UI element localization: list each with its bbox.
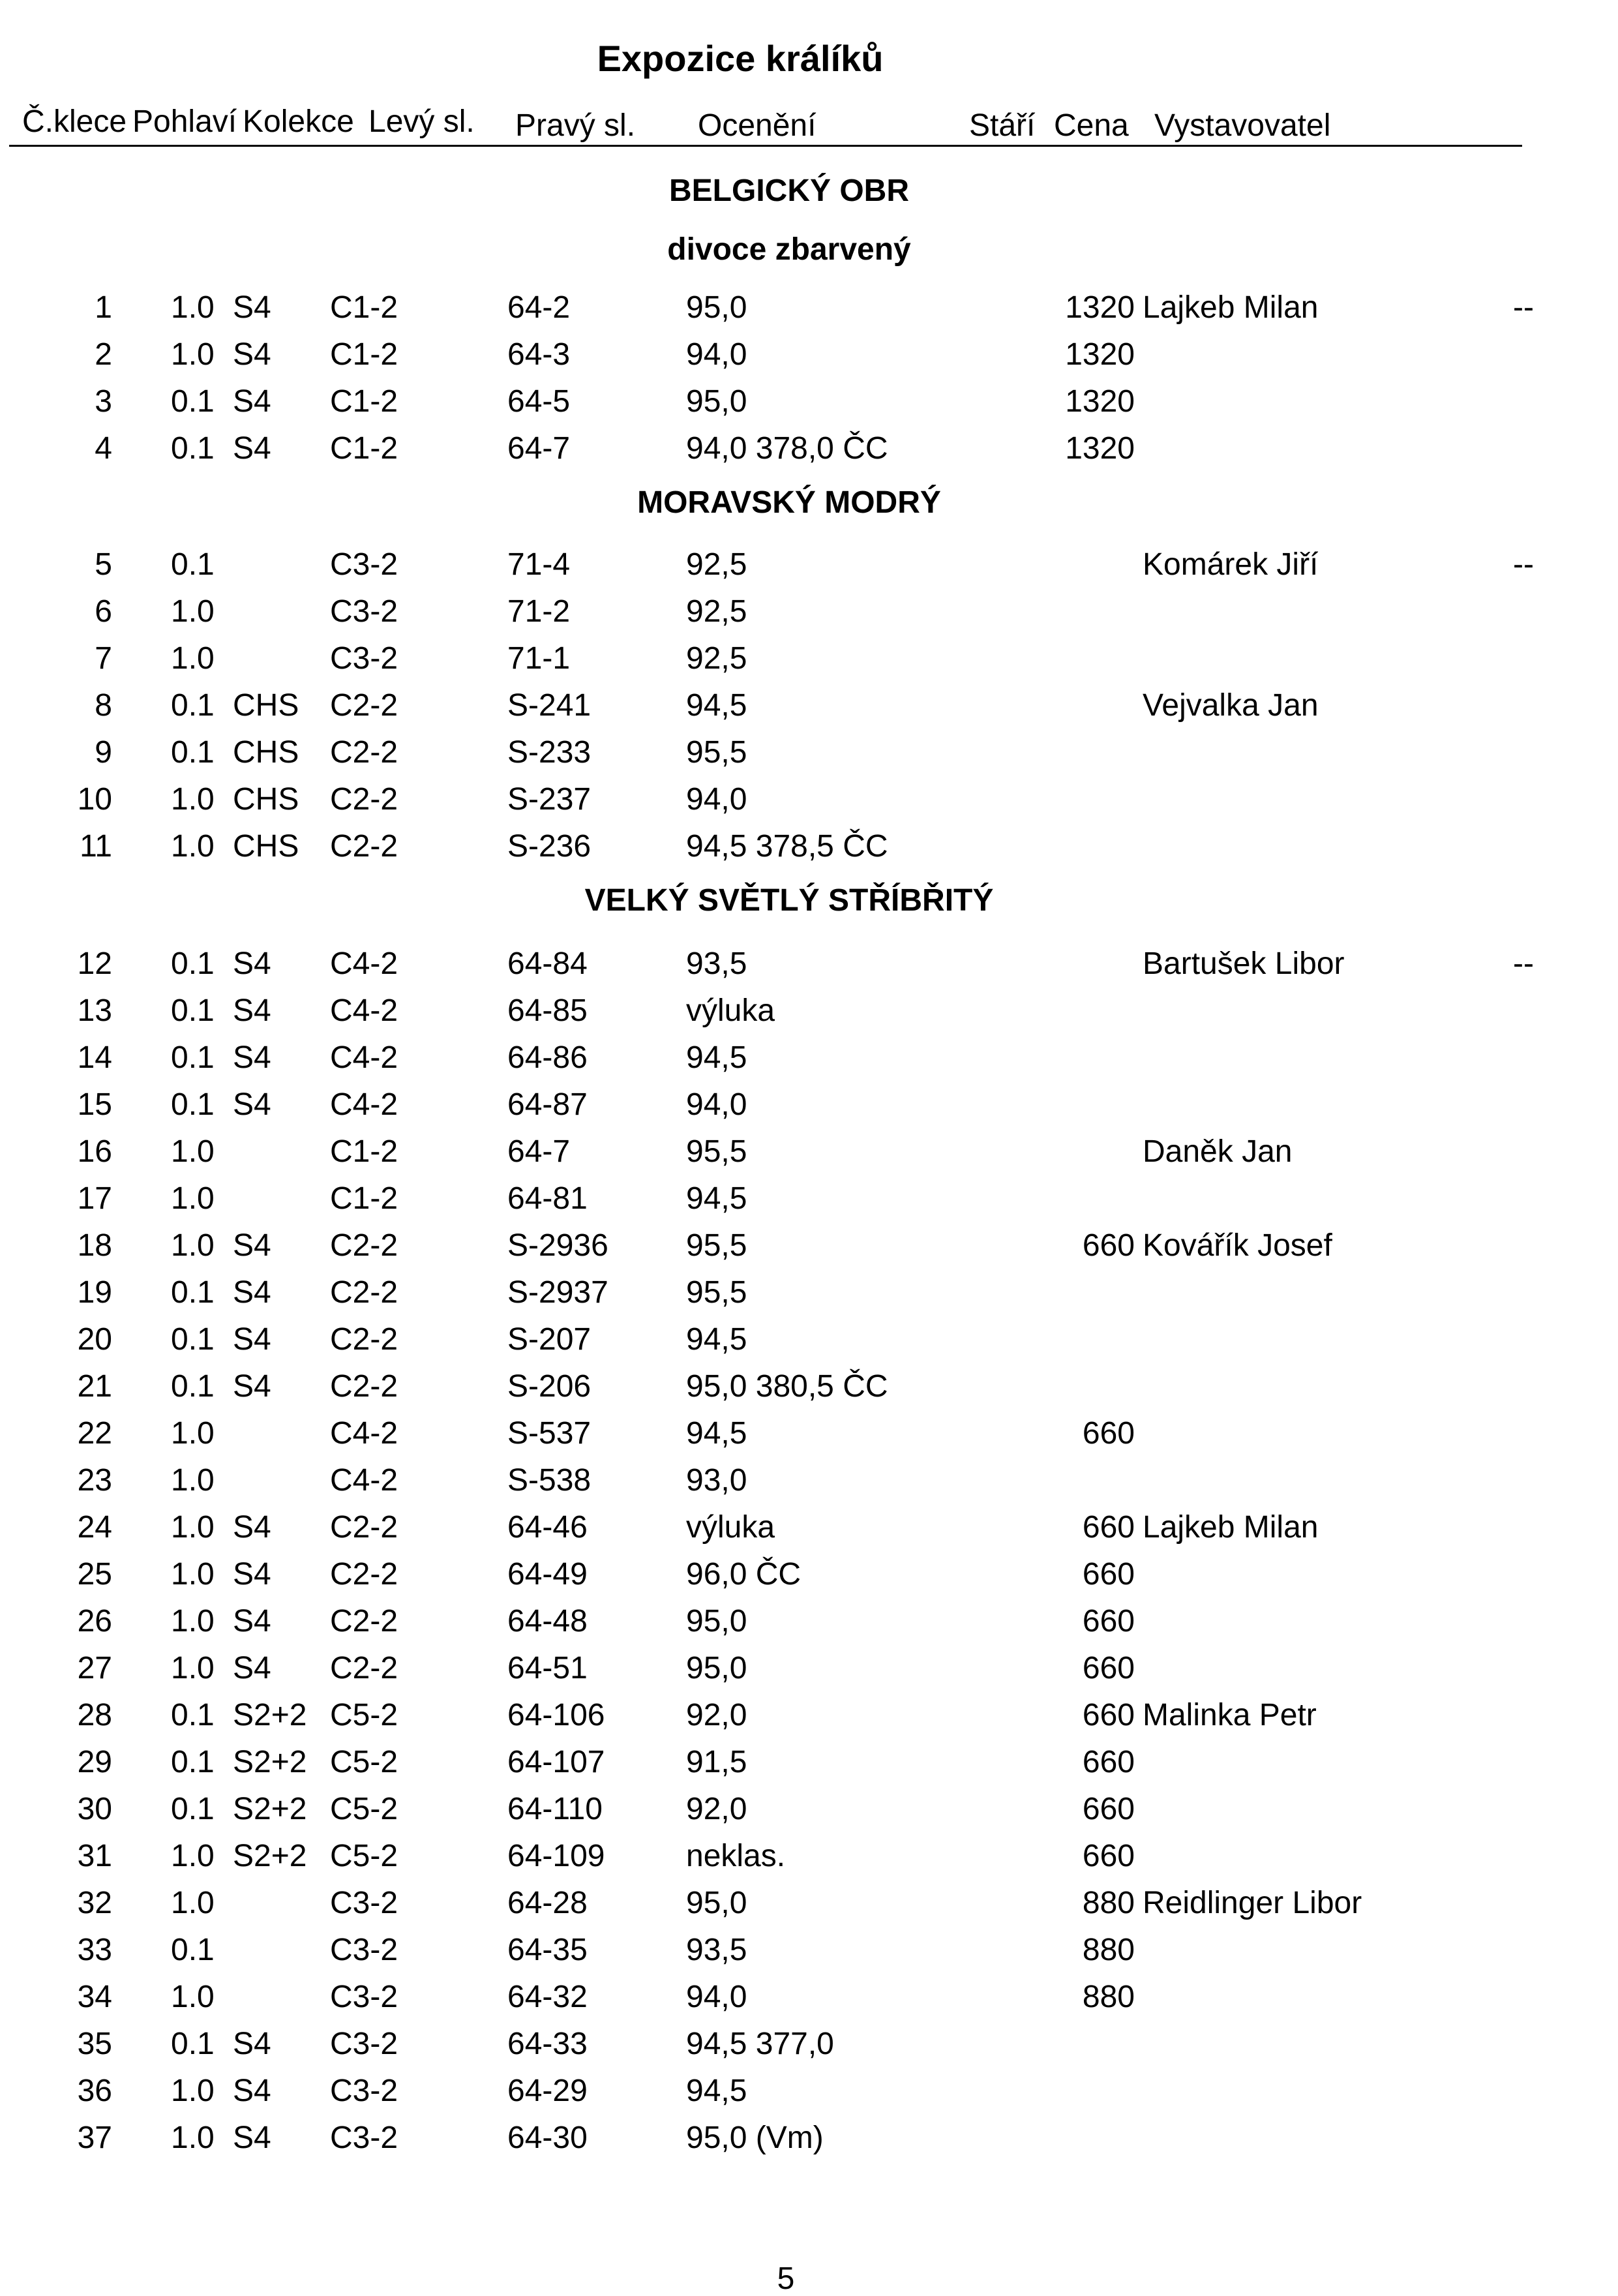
- cell-sex: 1.0: [171, 1181, 215, 1216]
- cell-price: 1320: [1065, 431, 1135, 466]
- cell-sex: 0.1: [171, 2027, 215, 2061]
- cell-cage-number: 35: [77, 2027, 112, 2061]
- cell-left-ear-tattoo: C3-2: [330, 1886, 398, 1920]
- cell-collection: S2+2: [233, 1745, 307, 1779]
- cell-collection: CHS: [233, 782, 299, 817]
- cell-left-ear-tattoo: C2-2: [330, 1369, 398, 1404]
- cell-sex: 1.0: [171, 1510, 215, 1545]
- cell-left-ear-tattoo: C3-2: [330, 1933, 398, 1967]
- cell-exhibitor: Lajkeb Milan: [1143, 1510, 1319, 1545]
- cell-sex: 1.0: [171, 2074, 215, 2108]
- header-sex: Pohlaví: [132, 104, 237, 139]
- cell-rating: 95,0 (Vm): [686, 2121, 824, 2155]
- cell-collection: S4: [233, 337, 271, 372]
- page-title: Expozice králíků: [597, 38, 884, 79]
- cell-cage-number: 1: [95, 290, 112, 325]
- cell-cage-number: 34: [77, 1980, 112, 2014]
- cell-left-ear-tattoo: C4-2: [330, 993, 398, 1028]
- table-row: [0, 1128, 1618, 1175]
- cell-right-ear-tattoo: 64-107: [507, 1745, 605, 1779]
- cell-cage-number: 22: [77, 1416, 112, 1451]
- cell-right-ear-tattoo: 64-29: [507, 2074, 588, 2108]
- cell-right-ear-tattoo: 64-3: [507, 337, 571, 372]
- cell-right-ear-tattoo: S-233: [507, 735, 592, 770]
- table-row: [0, 1974, 1618, 2021]
- cell-rating: 95,5: [686, 735, 747, 770]
- cell-left-ear-tattoo: C2-2: [330, 829, 398, 864]
- cell-left-ear-tattoo: C2-2: [330, 782, 398, 817]
- cell-sex: 0.1: [171, 1698, 215, 1732]
- cell-right-ear-tattoo: 64-87: [507, 1087, 588, 1122]
- cell-sex: 1.0: [171, 1886, 215, 1920]
- cell-left-ear-tattoo: C1-2: [330, 431, 398, 466]
- cell-sex: 0.1: [171, 547, 215, 582]
- cell-exhibitor: Kovářík Josef: [1143, 1228, 1332, 1263]
- cell-sex: 1.0: [171, 1651, 215, 1685]
- cell-left-ear-tattoo: C1-2: [330, 290, 398, 325]
- cell-collection: S4: [233, 1604, 271, 1639]
- cell-collection: S4: [233, 1322, 271, 1357]
- cell-right-ear-tattoo: 71-2: [507, 594, 571, 629]
- cell-rating: 95,0: [686, 384, 747, 419]
- cell-rating: 94,0 378,0 ČC: [686, 431, 888, 466]
- cell-right-ear-tattoo: 64-84: [507, 946, 588, 981]
- cell-price: 660: [1082, 1604, 1135, 1639]
- table-row: [0, 2021, 1618, 2068]
- cell-rating: 95,5: [686, 1134, 747, 1169]
- cell-rating: 93,0: [686, 1463, 747, 1498]
- cell-rating: 95,0: [686, 1651, 747, 1685]
- cell-rating: 94,5 377,0: [686, 2027, 834, 2061]
- cell-right-ear-tattoo: 71-4: [507, 547, 571, 582]
- section-title: MORAVSKÝ MODRÝ: [637, 485, 941, 520]
- section-subtitle: divoce zbarvený: [667, 232, 911, 267]
- cell-right-ear-tattoo: 64-35: [507, 1933, 588, 1967]
- cell-left-ear-tattoo: C1-2: [330, 337, 398, 372]
- cell-left-ear-tattoo: C2-2: [330, 1510, 398, 1545]
- cell-cage-number: 11: [80, 829, 112, 864]
- cell-cage-number: 21: [77, 1369, 112, 1404]
- cell-right-ear-tattoo: 64-81: [507, 1181, 588, 1216]
- cell-price: 660: [1082, 1510, 1135, 1545]
- table-row: [0, 635, 1618, 682]
- cell-rating: 94,5: [686, 1416, 747, 1451]
- cell-cage-number: 27: [77, 1651, 112, 1685]
- cell-collection: S4: [233, 1651, 271, 1685]
- cell-right-ear-tattoo: 64-106: [507, 1698, 605, 1732]
- cell-right-ear-tattoo: 64-2: [507, 290, 571, 325]
- cell-rating: 95,5: [686, 1275, 747, 1310]
- cell-left-ear-tattoo: C2-2: [330, 735, 398, 770]
- cell-right-ear-tattoo: 64-7: [507, 431, 571, 466]
- cell-dash-mark: --: [1513, 290, 1534, 325]
- cell-price: 880: [1082, 1886, 1135, 1920]
- cell-collection: S4: [233, 2121, 271, 2155]
- header-age: Stáří: [969, 108, 1036, 143]
- cell-sex: 1.0: [171, 1463, 215, 1498]
- header-left-ear: Levý sl.: [368, 104, 475, 139]
- cell-rating: 92,0: [686, 1698, 747, 1732]
- cell-price: 660: [1082, 1557, 1135, 1592]
- cell-collection: S4: [233, 1369, 271, 1404]
- cell-price: 880: [1082, 1933, 1135, 1967]
- cell-left-ear-tattoo: C4-2: [330, 1463, 398, 1498]
- cell-collection: S4: [233, 290, 271, 325]
- table-row: [0, 1316, 1618, 1363]
- cell-cage-number: 7: [95, 641, 112, 676]
- cell-left-ear-tattoo: C3-2: [330, 547, 398, 582]
- cell-collection: S4: [233, 2074, 271, 2108]
- table-row: [0, 2115, 1618, 2162]
- cell-sex: 0.1: [171, 1322, 215, 1357]
- cell-cage-number: 10: [77, 782, 112, 817]
- cell-rating: 94,0: [686, 337, 747, 372]
- table-row: [0, 284, 1618, 331]
- cell-sex: 1.0: [171, 594, 215, 629]
- cell-left-ear-tattoo: C3-2: [330, 2074, 398, 2108]
- cell-left-ear-tattoo: C2-2: [330, 1275, 398, 1310]
- cell-right-ear-tattoo: S-237: [507, 782, 592, 817]
- cell-rating: 95,0: [686, 1604, 747, 1639]
- cell-collection: S4: [233, 993, 271, 1028]
- cell-right-ear-tattoo: 64-85: [507, 993, 588, 1028]
- cell-sex: 1.0: [171, 1416, 215, 1451]
- cell-rating: neklas.: [686, 1839, 786, 1873]
- cell-rating: 94,5: [686, 1322, 747, 1357]
- cell-rating: 95,0: [686, 290, 747, 325]
- cell-sex: 1.0: [171, 782, 215, 817]
- cell-cage-number: 12: [77, 946, 112, 981]
- table-row: [0, 1175, 1618, 1222]
- cell-left-ear-tattoo: C5-2: [330, 1745, 398, 1779]
- cell-right-ear-tattoo: 64-32: [507, 1980, 588, 2014]
- table-row: [0, 378, 1618, 425]
- table-row: [0, 1927, 1618, 1974]
- table-row: [0, 988, 1618, 1035]
- cell-sex: 0.1: [171, 384, 215, 419]
- table-row: [0, 1222, 1618, 1269]
- cell-price: 660: [1082, 1745, 1135, 1779]
- cell-rating: výluka: [686, 993, 775, 1028]
- cell-collection: S4: [233, 1040, 271, 1075]
- cell-exhibitor: Bartušek Libor: [1143, 946, 1345, 981]
- cell-collection: S4: [233, 1275, 271, 1310]
- cell-right-ear-tattoo: S-537: [507, 1416, 592, 1451]
- header-exhibitor: Vystavovatel: [1154, 108, 1331, 143]
- cell-sex: 1.0: [171, 2121, 215, 2155]
- cell-right-ear-tattoo: S-538: [507, 1463, 592, 1498]
- cell-left-ear-tattoo: C5-2: [330, 1792, 398, 1826]
- cell-sex: 0.1: [171, 431, 215, 466]
- table-row: [0, 1880, 1618, 1927]
- cell-cage-number: 14: [77, 1040, 112, 1075]
- table-row: [0, 1035, 1618, 1081]
- header-cage-number: Č.klece: [22, 104, 127, 139]
- cell-sex: 0.1: [171, 1040, 215, 1075]
- cell-right-ear-tattoo: 64-30: [507, 2121, 588, 2155]
- cell-cage-number: 23: [77, 1463, 112, 1498]
- cell-cage-number: 20: [77, 1322, 112, 1357]
- cell-rating: 94,5: [686, 688, 747, 723]
- header-collection: Kolekce: [243, 104, 354, 139]
- cell-cage-number: 15: [77, 1087, 112, 1122]
- cell-left-ear-tattoo: C4-2: [330, 1040, 398, 1075]
- table-row: [0, 1551, 1618, 1598]
- cell-price: 880: [1082, 1980, 1135, 2014]
- cell-price: 1320: [1065, 384, 1135, 419]
- cell-price: 660: [1082, 1228, 1135, 1263]
- cell-collection: CHS: [233, 829, 299, 864]
- cell-left-ear-tattoo: C5-2: [330, 1698, 398, 1732]
- cell-sex: 0.1: [171, 1933, 215, 1967]
- table-row: [0, 2068, 1618, 2115]
- cell-left-ear-tattoo: C3-2: [330, 594, 398, 629]
- cell-left-ear-tattoo: C4-2: [330, 946, 398, 981]
- cell-right-ear-tattoo: S-2936: [507, 1228, 608, 1263]
- cell-rating: 95,0 380,5 ČC: [686, 1369, 888, 1404]
- cell-rating: 94,0: [686, 1980, 747, 2014]
- table-row: [0, 1598, 1618, 1645]
- cell-rating: 94,0: [686, 1087, 747, 1122]
- cell-cage-number: 36: [77, 2074, 112, 2108]
- cell-cage-number: 19: [77, 1275, 112, 1310]
- cell-cage-number: 2: [95, 337, 112, 372]
- cell-cage-number: 9: [95, 735, 112, 770]
- cell-right-ear-tattoo: 64-48: [507, 1604, 588, 1639]
- cell-sex: 0.1: [171, 688, 215, 723]
- cell-rating: 94,5: [686, 1181, 747, 1216]
- cell-left-ear-tattoo: C2-2: [330, 688, 398, 723]
- cell-cage-number: 5: [95, 547, 112, 582]
- table-row: [0, 1269, 1618, 1316]
- table-row: [0, 823, 1618, 870]
- header-rule: [9, 145, 1522, 147]
- cell-right-ear-tattoo: 64-7: [507, 1134, 571, 1169]
- cell-price: 1320: [1065, 337, 1135, 372]
- cell-exhibitor: Malinka Petr: [1143, 1698, 1317, 1732]
- table-row: [0, 1833, 1618, 1880]
- cell-sex: 0.1: [171, 735, 215, 770]
- cell-collection: CHS: [233, 735, 299, 770]
- table-row: [0, 941, 1618, 988]
- header-rating: Ocenění: [698, 108, 816, 143]
- cell-sex: 0.1: [171, 1792, 215, 1826]
- cell-cage-number: 33: [77, 1933, 112, 1967]
- cell-rating: 92,0: [686, 1792, 747, 1826]
- cell-right-ear-tattoo: 64-51: [507, 1651, 588, 1685]
- cell-left-ear-tattoo: C1-2: [330, 1134, 398, 1169]
- cell-cage-number: 8: [95, 688, 112, 723]
- cell-right-ear-tattoo: 64-5: [507, 384, 571, 419]
- cell-rating: 92,5: [686, 547, 747, 582]
- table-row: [0, 588, 1618, 635]
- cell-cage-number: 16: [77, 1134, 112, 1169]
- table-row: [0, 1081, 1618, 1128]
- cell-sex: 0.1: [171, 1369, 215, 1404]
- cell-left-ear-tattoo: C2-2: [330, 1651, 398, 1685]
- cell-right-ear-tattoo: S-236: [507, 829, 592, 864]
- cell-cage-number: 24: [77, 1510, 112, 1545]
- cell-collection: CHS: [233, 688, 299, 723]
- cell-price: 1320: [1065, 290, 1135, 325]
- cell-price: 660: [1082, 1792, 1135, 1826]
- cell-right-ear-tattoo: 64-28: [507, 1886, 588, 1920]
- cell-cage-number: 32: [77, 1886, 112, 1920]
- header-price: Cena: [1054, 108, 1129, 143]
- cell-rating: 91,5: [686, 1745, 747, 1779]
- table-row: [0, 729, 1618, 776]
- cell-left-ear-tattoo: C4-2: [330, 1416, 398, 1451]
- cell-rating: 95,0: [686, 1886, 747, 1920]
- cell-sex: 0.1: [171, 1745, 215, 1779]
- cell-dash-mark: --: [1513, 547, 1534, 582]
- table-row: [0, 331, 1618, 378]
- table-row: [0, 1504, 1618, 1551]
- cell-cage-number: 6: [95, 594, 112, 629]
- cell-rating: 93,5: [686, 1933, 747, 1967]
- table-row: [0, 1457, 1618, 1504]
- cell-rating: 94,5: [686, 1040, 747, 1075]
- cell-sex: 1.0: [171, 1980, 215, 2014]
- cell-collection: S2+2: [233, 1698, 307, 1732]
- cell-collection: S4: [233, 431, 271, 466]
- cell-sex: 1.0: [171, 337, 215, 372]
- cell-rating: výluka: [686, 1510, 775, 1545]
- section-title: VELKÝ SVĚTLÝ STŘÍBŘITÝ: [584, 883, 994, 918]
- cell-cage-number: 26: [77, 1604, 112, 1639]
- cell-left-ear-tattoo: C4-2: [330, 1087, 398, 1122]
- cell-collection: S4: [233, 946, 271, 981]
- cell-cage-number: 37: [77, 2121, 112, 2155]
- cell-right-ear-tattoo: 64-110: [507, 1792, 603, 1826]
- cell-exhibitor: Lajkeb Milan: [1143, 290, 1319, 325]
- cell-right-ear-tattoo: 71-1: [507, 641, 571, 676]
- cell-price: 660: [1082, 1651, 1135, 1685]
- cell-right-ear-tattoo: 64-46: [507, 1510, 588, 1545]
- cell-sex: 1.0: [171, 290, 215, 325]
- cell-collection: S2+2: [233, 1792, 307, 1826]
- cell-left-ear-tattoo: C2-2: [330, 1322, 398, 1357]
- section-title: BELGICKÝ OBR: [668, 174, 909, 208]
- cell-right-ear-tattoo: 64-33: [507, 2027, 588, 2061]
- cell-collection: S4: [233, 1510, 271, 1545]
- cell-sex: 1.0: [171, 1839, 215, 1873]
- cell-cage-number: 18: [77, 1228, 112, 1263]
- cell-right-ear-tattoo: S-207: [507, 1322, 592, 1357]
- cell-dash-mark: --: [1513, 946, 1534, 981]
- table-row: [0, 1692, 1618, 1739]
- cell-cage-number: 30: [77, 1792, 112, 1826]
- cell-exhibitor: Vejvalka Jan: [1143, 688, 1319, 723]
- table-row: [0, 1645, 1618, 1692]
- cell-cage-number: 31: [77, 1839, 112, 1873]
- table-row: [0, 425, 1618, 472]
- cell-price: 660: [1082, 1839, 1135, 1873]
- cell-collection: S4: [233, 2027, 271, 2061]
- cell-rating: 92,5: [686, 594, 747, 629]
- cell-cage-number: 25: [77, 1557, 112, 1592]
- cell-cage-number: 17: [77, 1181, 112, 1216]
- cell-exhibitor: Reidlinger Libor: [1143, 1886, 1362, 1920]
- table-row: [0, 1363, 1618, 1410]
- cell-right-ear-tattoo: S-2937: [507, 1275, 608, 1310]
- cell-left-ear-tattoo: C2-2: [330, 1557, 398, 1592]
- cell-exhibitor: Daněk Jan: [1143, 1134, 1293, 1169]
- cell-price: 660: [1082, 1416, 1135, 1451]
- cell-rating: 94,5 378,5 ČC: [686, 829, 888, 864]
- cell-cage-number: 28: [77, 1698, 112, 1732]
- cell-right-ear-tattoo: S-241: [507, 688, 592, 723]
- cell-left-ear-tattoo: C5-2: [330, 1839, 398, 1873]
- cell-collection: S4: [233, 1087, 271, 1122]
- cell-collection: S4: [233, 1557, 271, 1592]
- cell-cage-number: 29: [77, 1745, 112, 1779]
- cell-cage-number: 3: [95, 384, 112, 419]
- cell-collection: S2+2: [233, 1839, 307, 1873]
- cell-right-ear-tattoo: 64-86: [507, 1040, 588, 1075]
- cell-sex: 0.1: [171, 993, 215, 1028]
- cell-rating: 96,0 ČC: [686, 1557, 802, 1592]
- cell-left-ear-tattoo: C3-2: [330, 2121, 398, 2155]
- cell-left-ear-tattoo: C3-2: [330, 1980, 398, 2014]
- table-row: [0, 1786, 1618, 1833]
- cell-rating: 95,5: [686, 1228, 747, 1263]
- cell-price: 660: [1082, 1698, 1135, 1732]
- cell-left-ear-tattoo: C2-2: [330, 1228, 398, 1263]
- cell-right-ear-tattoo: S-206: [507, 1369, 592, 1404]
- cell-left-ear-tattoo: C3-2: [330, 2027, 398, 2061]
- table-row: [0, 682, 1618, 729]
- cell-rating: 93,5: [686, 946, 747, 981]
- cell-cage-number: 13: [77, 993, 112, 1028]
- cell-right-ear-tattoo: 64-49: [507, 1557, 588, 1592]
- cell-sex: 0.1: [171, 1087, 215, 1122]
- cell-sex: 0.1: [171, 946, 215, 981]
- cell-rating: 94,0: [686, 782, 747, 817]
- cell-right-ear-tattoo: 64-109: [507, 1839, 605, 1873]
- cell-sex: 1.0: [171, 1557, 215, 1592]
- table-row: [0, 1410, 1618, 1457]
- cell-sex: 1.0: [171, 641, 215, 676]
- table-row: [0, 776, 1618, 823]
- cell-collection: S4: [233, 1228, 271, 1263]
- cell-left-ear-tattoo: C3-2: [330, 641, 398, 676]
- cell-sex: 1.0: [171, 1604, 215, 1639]
- cell-left-ear-tattoo: C1-2: [330, 384, 398, 419]
- header-right-ear: Pravý sl.: [515, 108, 636, 143]
- cell-sex: 1.0: [171, 1228, 215, 1263]
- page-number: 5: [777, 2261, 795, 2296]
- cell-rating: 94,5: [686, 2074, 747, 2108]
- cell-left-ear-tattoo: C1-2: [330, 1181, 398, 1216]
- table-row: [0, 541, 1618, 588]
- cell-left-ear-tattoo: C2-2: [330, 1604, 398, 1639]
- table-row: [0, 1739, 1618, 1786]
- cell-cage-number: 4: [95, 431, 112, 466]
- cell-sex: 1.0: [171, 1134, 215, 1169]
- cell-sex: 0.1: [171, 1275, 215, 1310]
- cell-rating: 92,5: [686, 641, 747, 676]
- cell-sex: 1.0: [171, 829, 215, 864]
- cell-collection: S4: [233, 384, 271, 419]
- cell-exhibitor: Komárek Jiří: [1143, 547, 1319, 582]
